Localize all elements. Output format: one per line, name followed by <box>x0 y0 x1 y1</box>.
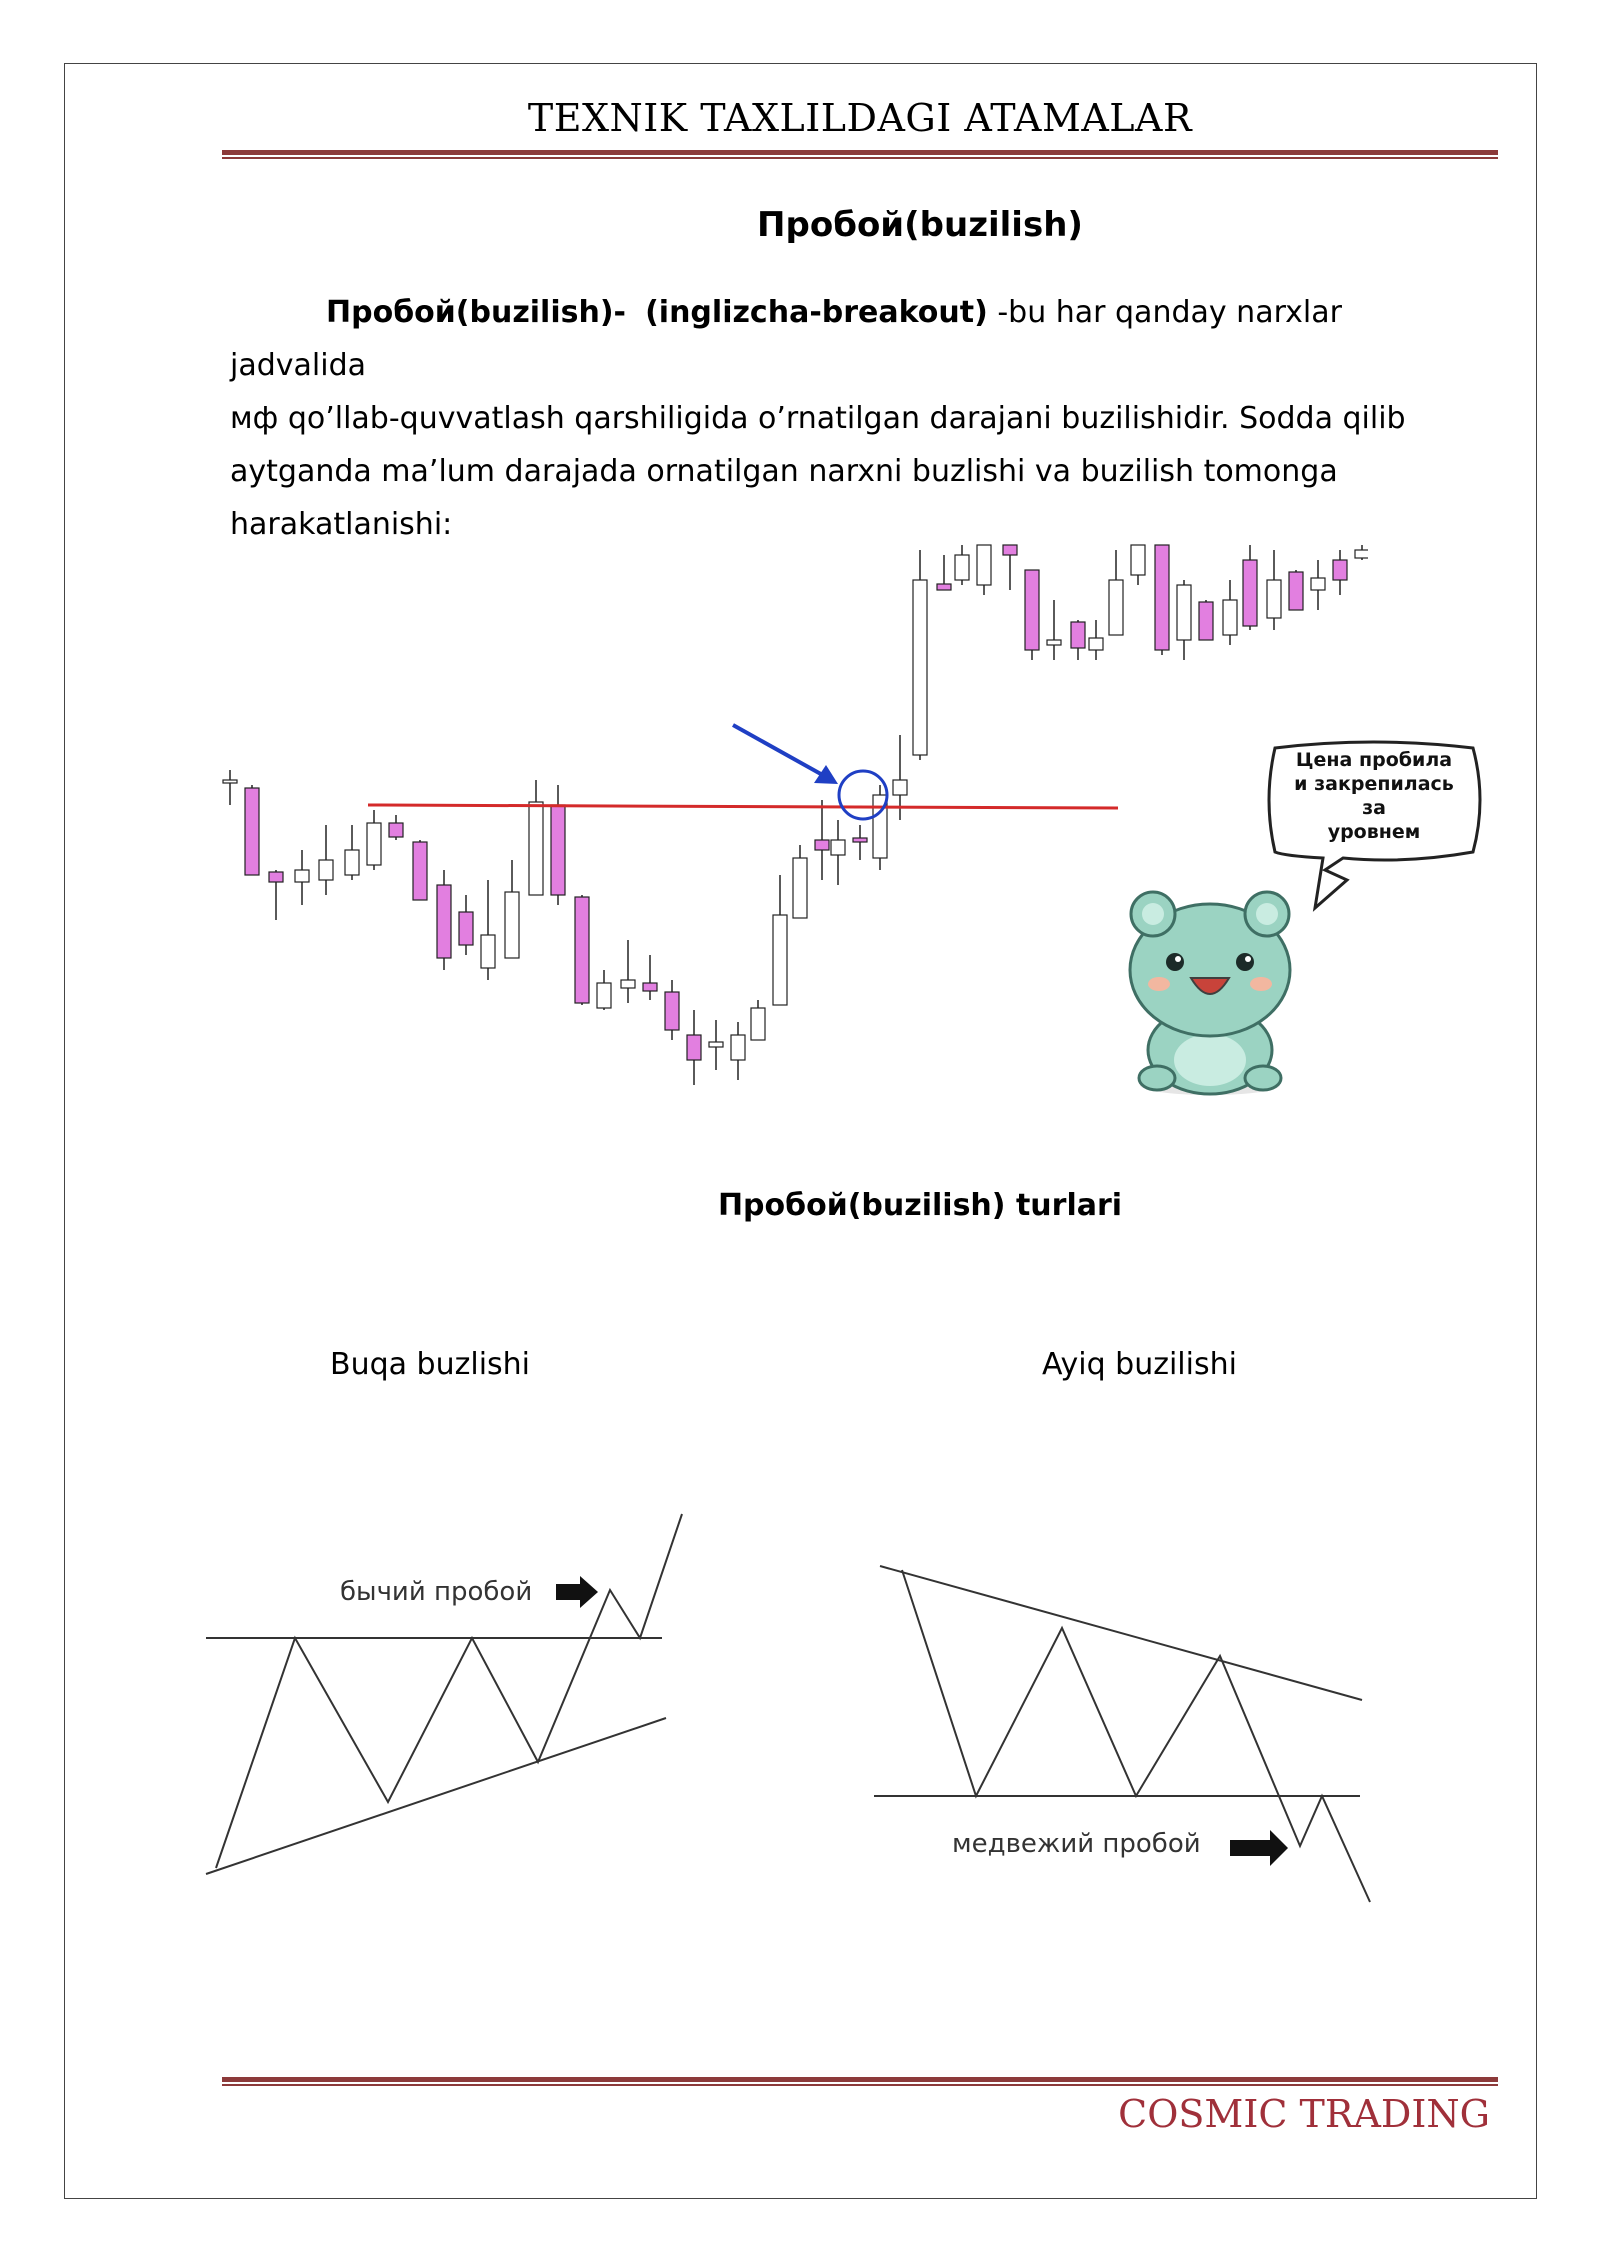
section-title: Пробой(buzilish) <box>757 205 1083 245</box>
bear-candle <box>1003 545 1017 555</box>
bear-candle <box>853 838 867 842</box>
speech-line-2: и закрепилась <box>1294 773 1454 795</box>
bear-candle <box>437 885 451 958</box>
bull-label: Buqa buzlishi <box>330 1347 531 1382</box>
bull-candle <box>731 1035 745 1060</box>
term: Пробой(buzilish)- <box>326 295 626 330</box>
header-rule <box>222 150 1498 159</box>
resistance-level-line <box>368 805 1118 808</box>
bull-candle <box>367 823 381 865</box>
header-title: TEXNIK TAXLILDAGI ATAMALAR <box>527 96 1193 140</box>
bull-candle <box>223 780 237 783</box>
bull-candle <box>529 802 543 895</box>
bear-candle <box>815 840 829 850</box>
para-line-1: -bu har qanday narxlar jadvalida <box>230 295 1342 383</box>
term-en: (inglizcha-breakout) <box>645 295 988 330</box>
bull-candle <box>295 870 309 882</box>
bull-candle <box>773 915 787 1005</box>
bull-candle <box>1131 545 1145 575</box>
bull-candle <box>621 980 635 988</box>
bear-candle <box>1071 622 1085 648</box>
speech-line-3: за <box>1362 797 1386 819</box>
bull-candle <box>751 1008 765 1040</box>
bear-candle <box>551 805 565 895</box>
bull-candle <box>1223 600 1237 635</box>
para-line-2: мф qo’llab-quvvatlash qarshiligida o’rnatilgan darajani buzilishidir. Sodda qilib <box>230 401 1406 436</box>
types-title: Пробой(buzilish) turlari <box>717 1188 1123 1223</box>
bear-candle <box>1155 545 1169 650</box>
right-arrow-icon <box>1230 1830 1288 1866</box>
para-line-4: harakatlanishi: <box>230 507 453 542</box>
bull-candle <box>345 850 359 875</box>
para-line-3: aytganda ma’lum darajada ornatilgan narxni buzlishi va buzilish tomonga <box>230 454 1338 489</box>
bull-candle <box>955 555 969 580</box>
bull-candle <box>831 840 845 855</box>
bear-label: Ayiq buzilishi <box>1042 1347 1237 1382</box>
bull-candle <box>1109 580 1123 635</box>
bear-candle <box>1289 572 1303 610</box>
bull-support-line <box>206 1718 666 1874</box>
bear-diagram-text: медвежий пробой <box>952 1829 1201 1859</box>
bear-candle <box>575 897 589 1003</box>
bull-candle <box>1355 550 1368 558</box>
bear-candle <box>687 1035 701 1060</box>
speech-line-4: уровнем <box>1327 821 1421 843</box>
bull-candle <box>597 983 611 1008</box>
bull-candle <box>505 892 519 958</box>
footer-brand: COSMIC TRADING <box>1118 2092 1490 2136</box>
bear-candle <box>643 983 657 991</box>
bull-candle <box>1177 585 1191 640</box>
bull-candle <box>1089 638 1103 650</box>
right-arrow-icon <box>556 1576 598 1608</box>
bull-candle <box>913 580 927 755</box>
bear-candle <box>1333 560 1347 580</box>
blue-arrow-icon <box>733 725 838 784</box>
bear-candle <box>1199 602 1213 640</box>
speech-line-1: Цена пробила <box>1295 749 1453 771</box>
bear-candle <box>937 584 951 590</box>
bear-candle <box>413 842 427 900</box>
bull-candle <box>1311 578 1325 590</box>
bear-breakout-diagram <box>860 1540 1380 1940</box>
bear-candle <box>665 992 679 1030</box>
bull-candle <box>793 858 807 918</box>
bull-candle <box>319 860 333 880</box>
bull-breakout-diagram <box>200 1500 700 1900</box>
bull-diagram-text: бычий пробой <box>340 1577 533 1607</box>
bull-candle <box>709 1042 723 1047</box>
bull-candle <box>1047 640 1061 645</box>
bear-candle <box>245 788 259 875</box>
bull-price-zigzag <box>216 1514 682 1868</box>
speech-bubble-text <box>1264 748 1484 844</box>
footer-rule <box>222 2077 1498 2086</box>
bull-candle <box>977 545 991 585</box>
bear-resistance-line <box>880 1566 1362 1700</box>
bull-candle <box>893 780 907 795</box>
bull-candle <box>1267 580 1281 618</box>
definition-paragraph <box>230 286 1480 551</box>
bear-candle <box>389 823 403 837</box>
bear-candle <box>1025 570 1039 650</box>
bull-candle <box>481 935 495 968</box>
mascot-frog-icon <box>1125 880 1295 1100</box>
bear-candle <box>1243 560 1257 626</box>
bear-candle <box>269 872 283 882</box>
bear-candle <box>459 912 473 945</box>
